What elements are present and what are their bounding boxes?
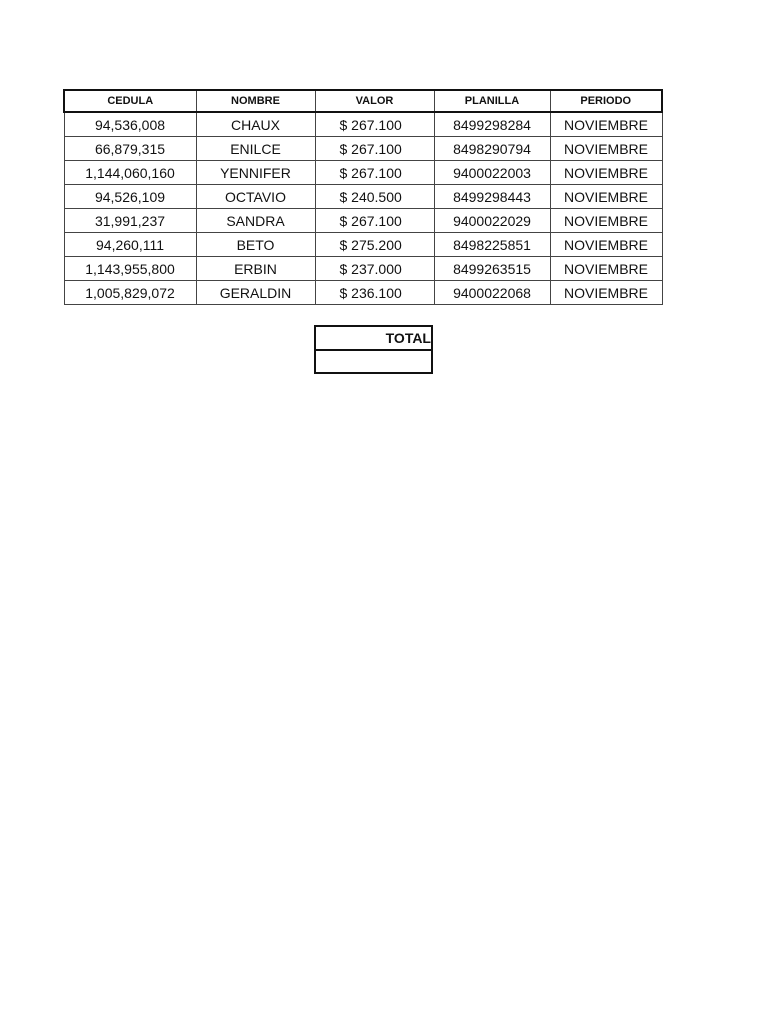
- cell-valor: $ 267.100: [315, 209, 434, 233]
- header-periodo: PERIODO: [550, 90, 662, 112]
- cell-valor: $ 240.500: [315, 185, 434, 209]
- cell-planilla: 8499263515: [434, 257, 550, 281]
- table-row: [64, 161, 662, 185]
- cell-planilla: 9400022068: [434, 281, 550, 305]
- cell-planilla: 8499298443: [434, 185, 550, 209]
- cell-planilla: 8499298284: [434, 112, 550, 137]
- header-nombre: NOMBRE: [196, 90, 315, 112]
- total-label: TOTAL: [315, 326, 432, 350]
- cell-nombre: BETO: [196, 233, 315, 257]
- cell-planilla: 9400022003: [434, 161, 550, 185]
- cell-periodo: NOVIEMBRE: [550, 233, 662, 257]
- total-value-cell: [315, 350, 432, 373]
- cell-nombre: GERALDIN: [196, 281, 315, 305]
- header-planilla: PLANILLA: [434, 90, 550, 112]
- table-row: [64, 112, 662, 137]
- cell-periodo: NOVIEMBRE: [550, 281, 662, 305]
- cell-periodo: NOVIEMBRE: [550, 161, 662, 185]
- cell-nombre: CHAUX: [196, 112, 315, 137]
- cell-periodo: NOVIEMBRE: [550, 185, 662, 209]
- cell-valor: $ 267.100: [315, 161, 434, 185]
- cell-periodo: NOVIEMBRE: [550, 257, 662, 281]
- payments-table: [63, 89, 663, 305]
- cell-nombre: OCTAVIO: [196, 185, 315, 209]
- cell-valor: $ 267.100: [315, 137, 434, 161]
- table-row: [64, 209, 662, 233]
- cell-nombre: ERBIN: [196, 257, 315, 281]
- table-row: [64, 137, 662, 161]
- table-row: [64, 233, 662, 257]
- cell-cedula: 1,143,955,800: [64, 257, 196, 281]
- cell-planilla: 9400022029: [434, 209, 550, 233]
- cell-valor: $ 275.200: [315, 233, 434, 257]
- table-row: [64, 281, 662, 305]
- cell-nombre: SANDRA: [196, 209, 315, 233]
- cell-nombre: YENNIFER: [196, 161, 315, 185]
- cell-valor: $ 267.100: [315, 112, 434, 137]
- cell-cedula: 1,005,829,072: [64, 281, 196, 305]
- cell-planilla: 8498225851: [434, 233, 550, 257]
- cell-valor: $ 236.100: [315, 281, 434, 305]
- cell-cedula: 66,879,315: [64, 137, 196, 161]
- cell-periodo: NOVIEMBRE: [550, 209, 662, 233]
- cell-nombre: ENILCE: [196, 137, 315, 161]
- cell-planilla: 8498290794: [434, 137, 550, 161]
- header-valor: VALOR: [315, 90, 434, 112]
- cell-cedula: 94,536,008: [64, 112, 196, 137]
- cell-periodo: NOVIEMBRE: [550, 137, 662, 161]
- table-header-row: [64, 90, 662, 112]
- cell-valor: $ 237.000: [315, 257, 434, 281]
- header-cedula: CEDULA: [64, 90, 196, 112]
- cell-cedula: 31,991,237: [64, 209, 196, 233]
- cell-cedula: 1,144,060,160: [64, 161, 196, 185]
- table-row: [64, 257, 662, 281]
- cell-cedula: 94,260,111: [64, 233, 196, 257]
- total-box: [314, 325, 433, 374]
- cell-cedula: 94,526,109: [64, 185, 196, 209]
- table-row: [64, 185, 662, 209]
- cell-periodo: NOVIEMBRE: [550, 112, 662, 137]
